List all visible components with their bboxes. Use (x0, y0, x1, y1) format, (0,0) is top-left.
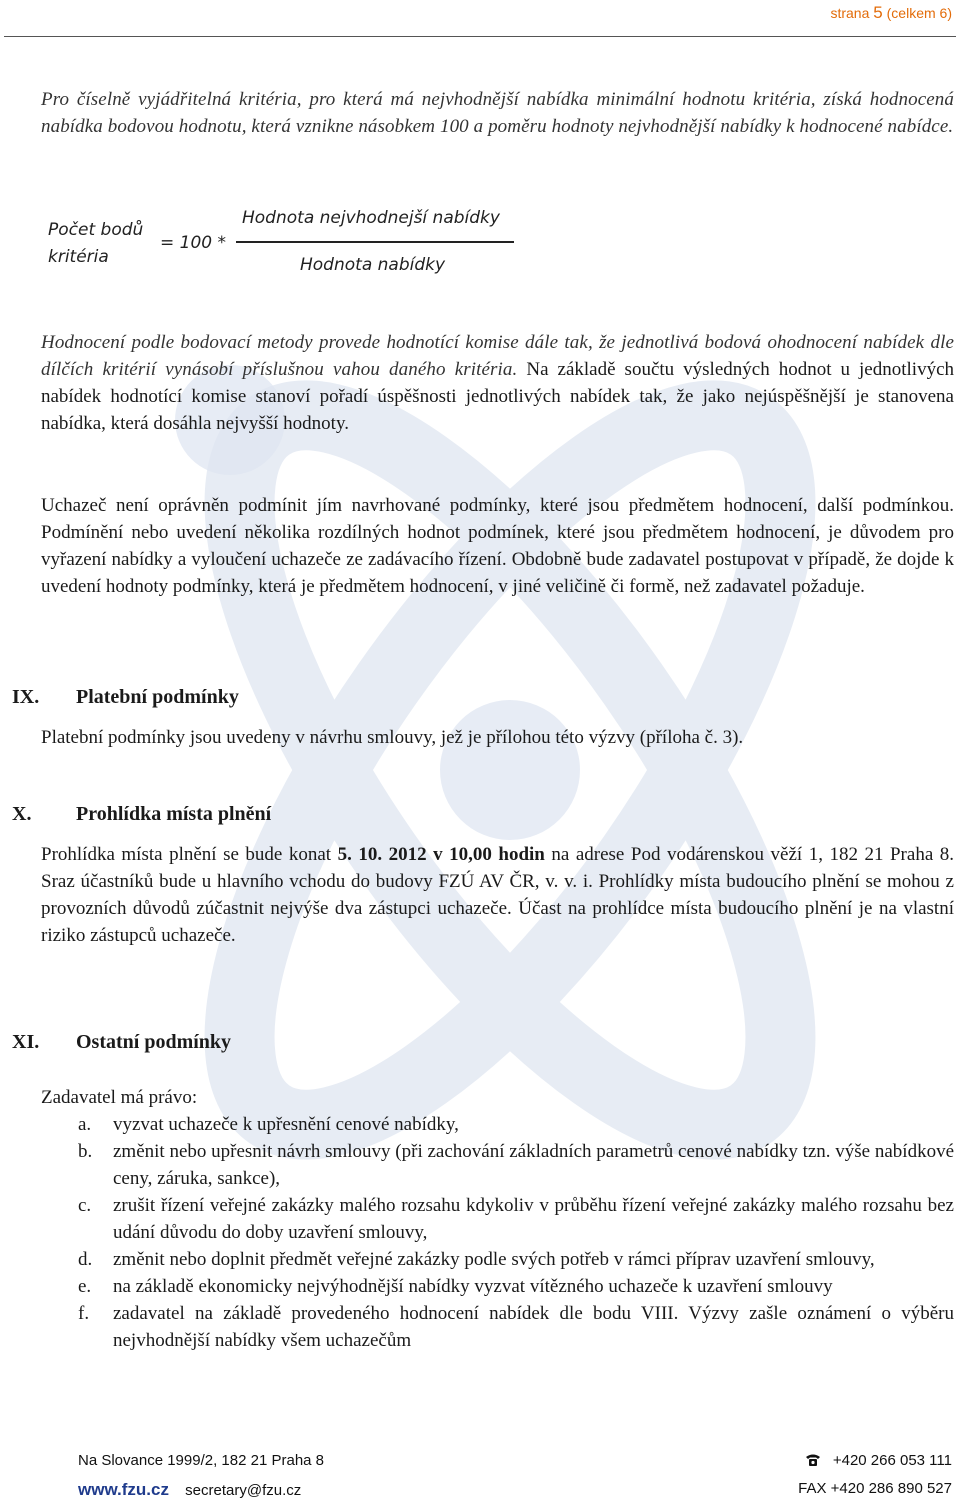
footer-website-link[interactable]: www.fzu.cz (78, 1480, 169, 1499)
list-item-letter: e. (78, 1276, 92, 1297)
section-x-heading (12, 803, 271, 826)
list-item-text: vyzvat uchazeče k upřesnění cenové nabídky, (113, 1114, 459, 1135)
evaluation-block (41, 329, 954, 437)
header-page-number: 5 (873, 3, 883, 22)
intro-paragraph: Pro číselně vyjádřitelná kritéria, pro která má nejvhodnější nabídka minimální hodnotu kritéria, získá hodnocená nabídka bodovou hodnotu, která vznikne násobkem 100 a poměru hodnoty nejvhodnější nabídky k hodnocené nabídce. (41, 89, 954, 137)
list-item-text: změnit nebo doplnit předmět veřejné zakázky podle svých potřeb v rámci příprav uzavření smlouvy, (113, 1249, 875, 1270)
section-ix-heading (12, 686, 239, 709)
formula-operator: = 100 * (160, 233, 226, 253)
formula-lhs-line2: kritéria (48, 247, 109, 267)
footer-contact-row (78, 1480, 952, 1500)
footer-fax: FAX +420 286 890 527 (798, 1480, 952, 1497)
section-x-date: 5. 10. 2012 v 10,00 hodin (337, 844, 545, 865)
list-item-letter: f. (78, 1303, 90, 1324)
list-item-letter: d. (78, 1249, 93, 1270)
evaluation-italic-text: Hodnocení podle bodovací metody provede hodnotící komise dále tak, že jednotlivá bodová ohodnocení nabídek dle dílčích kritérií vynásobí příslušnou vahou daného kritéria. (41, 332, 954, 380)
list-item-text: změnit nebo upřesnit návrh smlouvy (při zachování základních parametrů cenové nabídky tzn. výše nabídkové ceny, záruka, sankce), (113, 1141, 955, 1189)
formula-fraction-bar (236, 241, 514, 243)
conditions-block (41, 492, 954, 600)
list-item (41, 1273, 954, 1300)
list-item (41, 1246, 954, 1273)
footer-phone-group (805, 1452, 952, 1469)
section-xi-title: Ostatní podmínky (76, 1031, 232, 1053)
section-ix-text: Platební podmínky jsou uvedeny v návrhu smlouvy, jež je přílohou této výzvy (příloha č. 3). (41, 727, 744, 748)
list-item-letter: b. (78, 1141, 93, 1162)
section-ix-body (41, 724, 954, 751)
section-xi-heading (12, 1031, 231, 1054)
section-x-title: Prohlídka místa plnění (76, 803, 272, 825)
section-x-body (41, 841, 954, 949)
section-x-number: X. (12, 803, 32, 825)
list-item-text: zrušit řízení veřejné zakázky malého rozsahu kdykoliv v průběhu řízení veřejné zakázky malého rozsahu bez udání důvodu do doby uzavření smlouvy, (113, 1195, 954, 1243)
intro-block (41, 86, 954, 140)
list-item-text: zadavatel na základě provedeného hodnocení nabídek dle bodu VIII. Výzvy zašle oznámení o výběru nejvhodnější nabídky všem uchazečům (113, 1303, 954, 1351)
list-item (41, 1138, 954, 1192)
page-header (830, 3, 952, 23)
section-xi-lead: Zadavatel má právo: (41, 1087, 198, 1108)
footer-address: Na Slovance 1999/2, 182 21 Praha 8 (78, 1452, 325, 1469)
conditions-paragraph: Uchazeč není oprávněn podmínit jím navrhované podmínky, které jsou předmětem hodnocení, další podmínkou. Podmínění nebo uvedení několika rozdílných hodnot podmínek, které jsou předmětem hodnocení, je důvodem pro vyřazení nabídky a vyloučení uchazeče ze zadávacího řízení. Obdobně bude zadavatel postupovat v případě, že dojde k uvedení hodnoty podmínky, která je předmětem hodnocení, v jiné veličině či formě, než zadavatel požaduje. (41, 495, 954, 597)
footer-address-row (78, 1452, 952, 1469)
evaluation-text: Na základě součtu výsledných hodnot u jednotlivých nabídek hodnotící komise stanoví pořadí úspěšnosti jednotlivých nabídek tak, že jako nejúspěšnější je stanovena nabídka, která dosáhla nejvyšší hodnoty. (41, 359, 954, 434)
rights-list (41, 1111, 954, 1354)
phone-icon (805, 1453, 821, 1467)
section-x-text-end: na adrese Pod vodárenskou věží 1, 182 21 Praha 8. Sraz účastníků bude u hlavního vchodu do budovy FZÚ AV ČR, v. v. i. Prohlídky místa budoucího plnění se mohou z provozních důvodů zúčastnit nejvýše dva zástupci uchazeče. Účast na prohlídce místa budoucího plnění je na vlastní riziko zástupců uchazeče. (41, 844, 955, 946)
section-xi-number: XI. (12, 1031, 40, 1053)
formula-numerator: Hodnota nejvhodnejší nabídky (242, 208, 500, 228)
formula-lhs (48, 217, 143, 271)
list-item-letter: c. (78, 1195, 92, 1216)
list-item (41, 1111, 954, 1138)
list-item-text: na základě ekonomicky nejvýhodnější nabídky vyzvat vítězného uchazeče k uzavření smlouvy (113, 1276, 833, 1297)
header-prefix: strana (830, 5, 870, 21)
list-item (41, 1192, 954, 1246)
scoring-formula (46, 205, 526, 285)
formula-denominator: Hodnota nabídky (300, 255, 446, 275)
list-item-letter: a. (78, 1114, 92, 1135)
footer-email[interactable]: secretary@fzu.cz (185, 1482, 302, 1499)
section-xi-body (41, 1084, 954, 1354)
section-ix-number: IX. (12, 686, 40, 708)
section-x-text (41, 841, 954, 949)
list-item (41, 1300, 954, 1354)
header-page-total: (celkem 6) (886, 5, 952, 21)
section-ix-title: Platební podmínky (76, 686, 239, 708)
header-divider (4, 36, 956, 37)
evaluation-paragraph (41, 329, 954, 437)
formula-lhs-line1: Počet bodů (48, 220, 144, 240)
section-x-text-start: Prohlídka místa plnění se bude konat (41, 844, 338, 865)
footer-phone: +420 266 053 111 (832, 1452, 952, 1469)
